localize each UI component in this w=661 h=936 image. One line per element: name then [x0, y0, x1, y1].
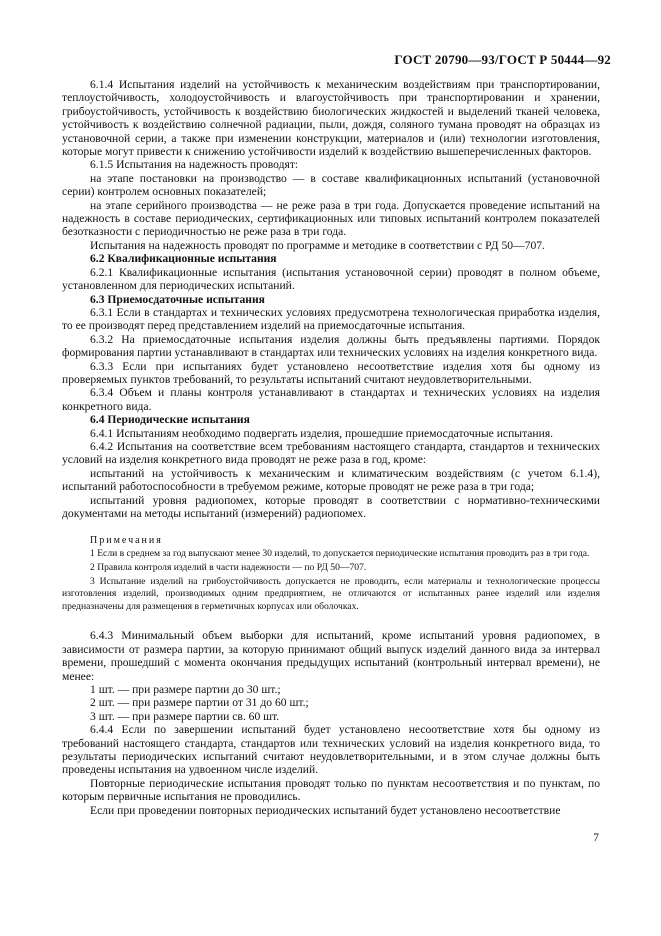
note-2: 2 Правила контроля изделий в части надежности — по РД 50—707.	[90, 562, 367, 573]
list-item: 1 шт. — при размере партии до 30 шт.;	[90, 683, 281, 696]
paragraph-6-4-2: 6.4.2 Испытания на соответствие всем требованиям настоящего стандарта, стандартов и технических условий на изделия конкретного вида проводят не реже раза в год, кроме:	[62, 439, 600, 467]
notes-block	[62, 534, 600, 613]
paragraph-6-2-1: 6.2.1 Квалификационные испытания (испытания установочной серии) проводят в полном объеме, установленном для периодических испытаний.	[62, 265, 600, 293]
paragraph-6-4-1: 6.4.1 Испытаниям необходимо подвергать изделия, прошедшие приемосдаточные испытания.	[90, 426, 554, 440]
note-3: 3 Испытание изделий на грибоустойчивость допускается не проводить, если материалы и технологические процессы изготовления изделий, производимых одним предприятием, не отличаются от испытанных ранее изделий или изделия предназначены для размещения в герметичных корпусах или оболочках.	[62, 575, 600, 612]
notes-title: Примечания	[90, 535, 163, 547]
paragraph-6-4-3: 6.4.3 Минимальный объем выборки для испытаний, кроме испытаний уровня радиопомех, в зависимости от размера партии, за которую принимают общий выпуск изделий данного вида за интервал времени, прошедший с момента окончания предыдущих испытаний (контрольный интервал времени), не менее:	[62, 629, 600, 683]
paragraph-reliability-serial-stage: на этапе серийного производства — не реже раза в три года. Допускается проведение испытаний на надежность в составе периодических, сертификационных или типовых испытаний контролем показателей безотказности с периодичностью не реже раза в три года.	[62, 198, 600, 239]
section-after-notes	[62, 629, 600, 817]
paragraph-reliability-method: Испытания на надежность проводят по программе и методике в соответствии с РД 50—707.	[90, 238, 545, 252]
paragraph-repeat-nonconformity: Если при проведении повторных периодических испытаний будет установлено несоответствие	[90, 803, 561, 817]
paragraph-reliability-production-stage: на этапе постановки на производство — в составе квалификационных испытаний (установочной серии) контролем основных показателей;	[62, 171, 600, 199]
paragraph-6-4-4: 6.4.4 Если по завершении испытаний будет установлено несоответствие хотя бы одному из требований настоящего стандарта, стандартов или технических условий на изделия конкретного вида, то результаты периодических испытаний считают неудовлетворительными, и в этом случае должны быть проведены испытания на удвоенном числе изделий.	[62, 723, 600, 777]
note-1: 1 Если в среднем за год выпускают менее 30 изделий, то допускается периодические испытания проводить раз в три года.	[90, 548, 590, 560]
list-item: 3 шт. — при размере партии св. 60 шт.	[90, 709, 280, 723]
paragraph-repeat-tests: Повторные периодические испытания проводят только по пунктам несоответствия и по пунктам, по которым первичные испытания не проводились.	[62, 776, 600, 804]
list-item: 2 шт. — при размере партии от 31 до 60 шт.;	[90, 696, 309, 710]
paragraph-exception-mechanical: испытаний на устойчивость к механическим и климатическим воздействиям (с учетом 6.1.4), испытаний работоспособности в требуемом режиме, которые проводят не реже раза в три года;	[62, 466, 600, 494]
paragraph-6-1-4: 6.1.4 Испытания изделий на устойчивость к механическим воздействиям при транспортировании, теплоустойчивость, холодоустойчивость и влагоустойчивость при транспортировании и хранении, грибоустойчивость, устойчивость к воздействию биологических жидкостей и выделений тканей человека, устойчивость к воздействию солнечной радиации, пыли, дождя, соляного тумана проводят на образцах из установочной серии, а также при изменении конструкции, материалов и (или) технологии изготовления, которые могут привести к снижению устойчивости изделий к воздействию вышеперечисленных факторов.	[62, 78, 600, 159]
paragraph-6-3-1: 6.3.1 Если в стандартах и технических условиях предусмотрена технологическая приработка изделия, то ее производят перед представлением изделий на приемосдаточные испытания.	[62, 305, 600, 333]
heading-6-2: 6.2 Квалификационные испытания	[90, 252, 277, 266]
paragraph-6-3-2: 6.3.2 На приемосдаточные испытания изделия должны быть предъявлены партиями. Порядок формирования партии устанавливают в стандартах или технических условиях на изделия конкретного вида.	[62, 332, 600, 360]
page-number: 7	[593, 832, 599, 844]
paragraph-6-1-5: 6.1.5 Испытания на надежность проводят:	[90, 158, 299, 172]
heading-6-4: 6.4 Периодические испытания	[90, 413, 250, 427]
document-body	[62, 78, 600, 817]
paragraph-exception-radio: испытаний уровня радиопомех, которые проводят в соответствии с нормативно-техническими документами на методы испытаний (измерений) радиопомех.	[62, 493, 600, 520]
paragraph-6-3-4: 6.3.4 Объем и планы контроля устанавливают в стандартах и технических условиях на изделия конкретного вида.	[62, 386, 600, 413]
paragraph-6-3-3: 6.3.3 Если при испытаниях будет установлено несоответствие изделия хотя бы одному из проверяемых пунктов требований, то результаты испытаний считают неудовлетворительными.	[62, 359, 600, 386]
heading-6-3: 6.3 Приемосдаточные испытания	[90, 292, 265, 306]
document-header: ГОСТ 20790—93/ГОСТ Р 50444—92	[394, 52, 611, 67]
